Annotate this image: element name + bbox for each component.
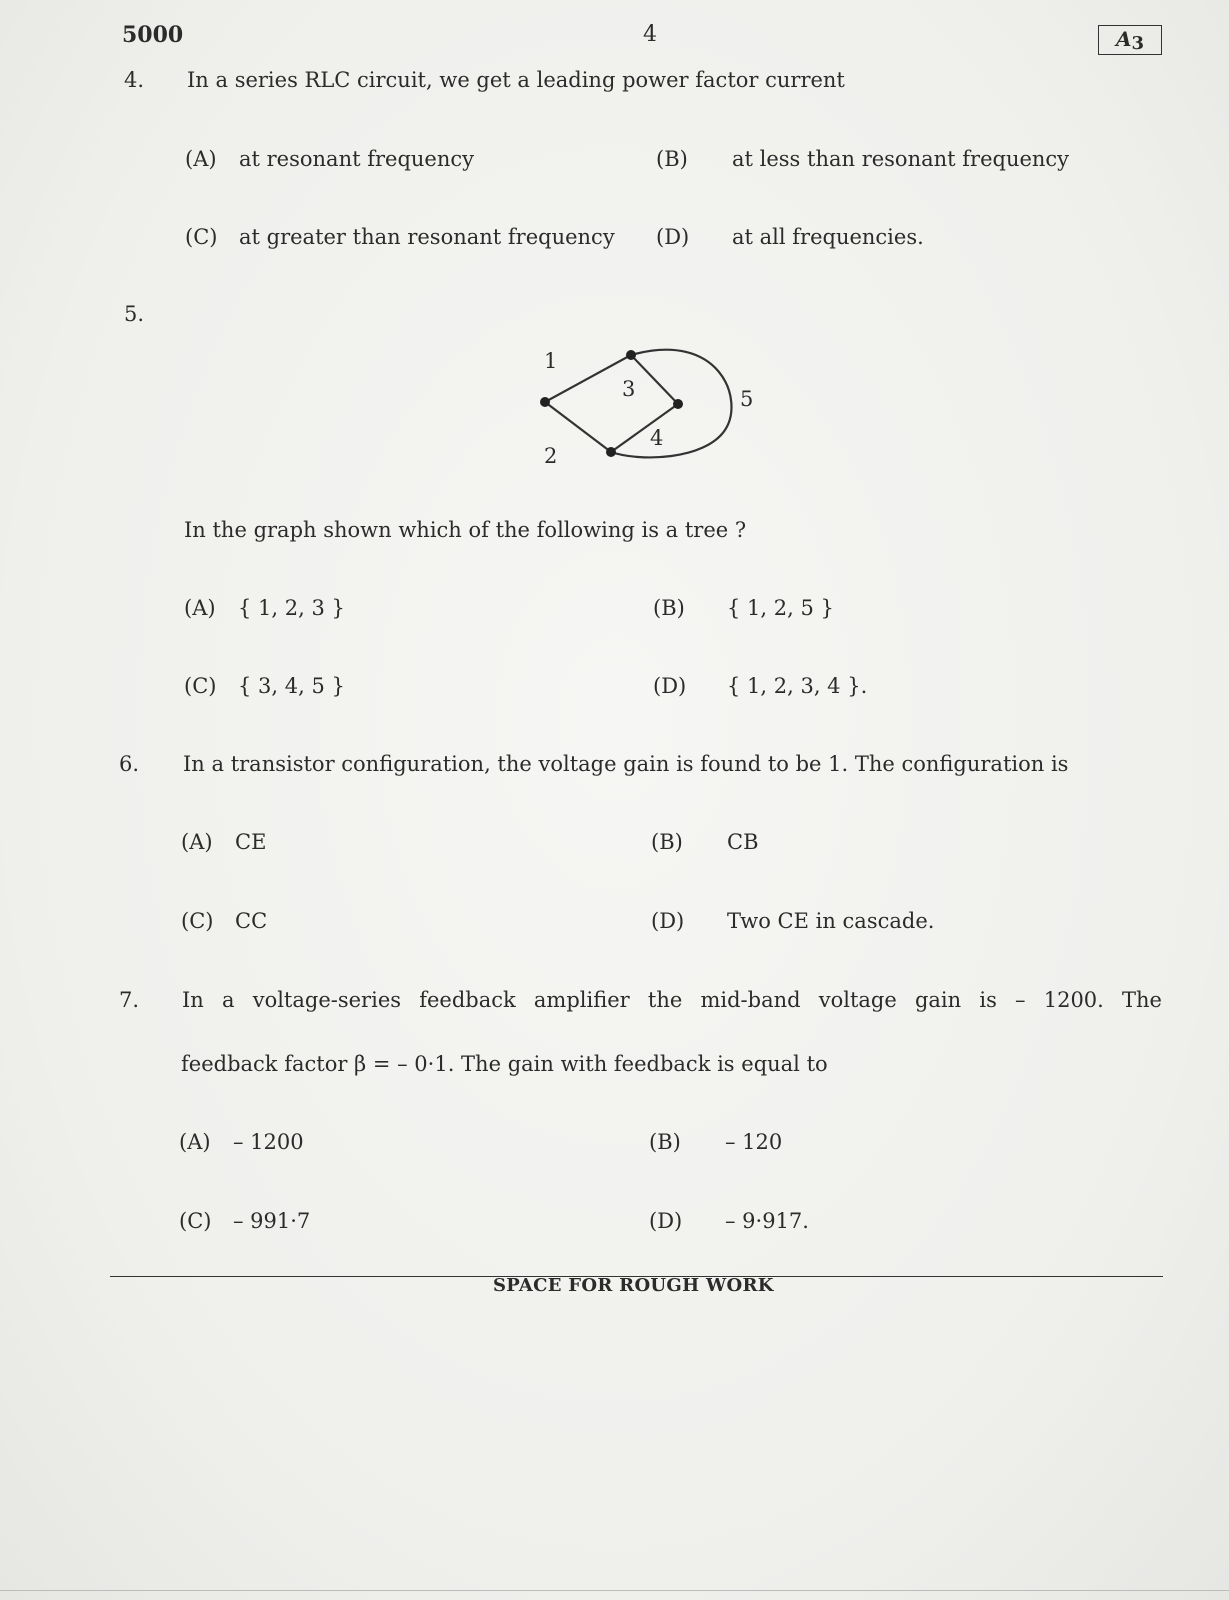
graph-node [626, 350, 636, 360]
option-label: (B) [649, 1130, 681, 1154]
graph-node [540, 397, 550, 407]
question-7-text-line-1: In a voltage-series feedback amplifier the mid-band voltage gain is – 1200. The [182, 988, 1162, 1012]
option-text: at greater than resonant frequency [239, 225, 615, 249]
option-text: CE [235, 830, 267, 854]
booklet-number: 3 [1131, 33, 1145, 54]
question-7-option-c [179, 1209, 310, 1233]
option-label: (C) [181, 909, 214, 933]
option-text: Two CE in cascade. [727, 909, 935, 933]
option-text: – 1200 [233, 1130, 304, 1154]
graph-node [606, 447, 616, 457]
graph-branch-1 [545, 355, 631, 402]
paper-code: 5000 [122, 22, 184, 48]
option-text: CB [727, 830, 759, 854]
graph-node [673, 399, 683, 409]
option-text: – 9·917. [725, 1209, 809, 1233]
graph-label-2: 2 [544, 444, 558, 468]
question-6-option-c [181, 909, 267, 933]
question-6-option-a [181, 830, 266, 854]
option-label: (C) [184, 674, 217, 698]
question-5-option-a [184, 596, 345, 620]
question-5-graph [0, 0, 1229, 520]
graph-branch-3 [631, 355, 678, 404]
option-label: (B) [653, 596, 685, 620]
option-text: { 3, 4, 5 } [238, 674, 345, 698]
option-text: at less than resonant frequency [732, 147, 1070, 171]
option-text: – 991·7 [233, 1209, 311, 1233]
option-label: (D) [651, 909, 685, 933]
option-label: (D) [649, 1209, 683, 1233]
option-label: (A) [184, 596, 216, 620]
option-label: (B) [656, 147, 688, 171]
graph-label-1: 1 [544, 349, 558, 373]
graph-label-5: 5 [740, 387, 754, 411]
option-label: (A) [179, 1130, 211, 1154]
option-text: { 1, 2, 5 } [727, 596, 834, 620]
option-text: at resonant frequency [239, 147, 474, 171]
question-7-option-d [649, 1209, 809, 1233]
option-label: (A) [181, 830, 213, 854]
question-5-option-b [653, 596, 834, 620]
rough-work-heading: SPACE FOR ROUGH WORK [493, 1275, 774, 1296]
booklet-letter: A [1115, 27, 1132, 51]
question-7-number: 7. [119, 988, 140, 1012]
option-text: CC [235, 909, 268, 933]
question-5-text: In the graph shown which of the following is a tree ? [184, 518, 747, 542]
graph-label-4: 4 [650, 426, 664, 450]
question-7-text-line-2: feedback factor β = – 0·1. The gain with feedback is equal to [181, 1052, 828, 1076]
option-text: { 1, 2, 3, 4 }. [727, 674, 868, 698]
page-bottom-edge [0, 1590, 1229, 1591]
option-label: (D) [656, 225, 690, 249]
graph-label-3: 3 [622, 377, 636, 401]
page-number: 4 [643, 22, 657, 47]
option-label: (C) [185, 225, 218, 249]
question-7-option-b [649, 1130, 782, 1154]
option-label: (B) [651, 830, 683, 854]
option-label: (D) [653, 674, 687, 698]
question-6-text: In a transistor configuration, the voltage gain is found to be 1. The configuration is [183, 752, 1069, 776]
question-4-text: In a series RLC circuit, we get a leading power factor current [187, 68, 845, 92]
question-5-number: 5. [124, 302, 145, 326]
question-7-option-a [179, 1130, 304, 1154]
question-4-number: 4. [124, 68, 145, 92]
question-6-number: 6. [119, 752, 140, 776]
option-label: (C) [179, 1209, 212, 1233]
graph-branch-5 [611, 350, 731, 458]
option-text: { 1, 2, 3 } [238, 596, 345, 620]
question-5-option-c [184, 674, 345, 698]
graph-branch-4 [611, 404, 678, 452]
question-6-option-b [651, 830, 759, 854]
question-5-option-d [653, 674, 867, 698]
option-text: – 120 [725, 1130, 783, 1154]
question-6-option-d [651, 909, 934, 933]
option-label: (A) [185, 147, 217, 171]
option-text: at all frequencies. [732, 225, 924, 249]
